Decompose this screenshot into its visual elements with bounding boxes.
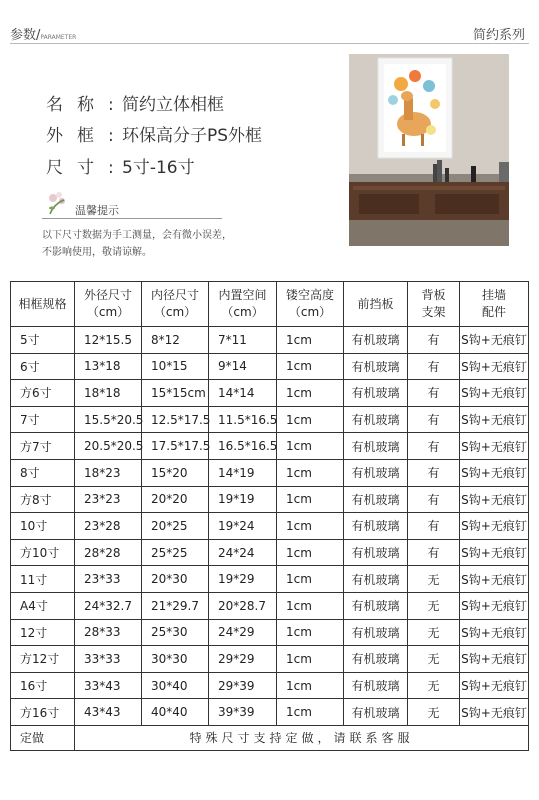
table-cell: 无 — [408, 699, 460, 726]
table-cell: 1cm — [277, 566, 344, 593]
table-cell: 19*19 — [209, 486, 277, 513]
table-cell: 有机玻璃 — [344, 433, 408, 460]
table-cell: 1cm — [277, 406, 344, 433]
table-cell: 33*43 — [75, 672, 142, 699]
table-cell: 10*15 — [142, 353, 209, 380]
table-cell: 有机玻璃 — [344, 459, 408, 486]
table-cell: 17.5*17.5 — [142, 433, 209, 460]
header-text: （cm） — [288, 305, 332, 319]
header-text: 外径尺寸 — [83, 288, 132, 302]
header-text: （cm） — [153, 305, 197, 319]
spec-size-row — [46, 153, 195, 178]
table-cell: 19*29 — [209, 566, 277, 593]
table-row — [11, 486, 529, 513]
table-cell: S钩+无痕钉 — [460, 486, 529, 513]
table-cell: S钩+无痕钉 — [460, 459, 529, 486]
table-cell: 12*15.5 — [75, 327, 142, 354]
header-title — [10, 24, 76, 43]
table-cell: 29*39 — [209, 672, 277, 699]
table-cell: S钩+无痕钉 — [460, 619, 529, 646]
table-header-cell — [344, 282, 408, 327]
flower-icon — [44, 188, 72, 216]
table-row — [11, 592, 529, 619]
spec-key: 名称 — [46, 95, 108, 115]
table-row — [11, 327, 529, 354]
header-text: 前挡板 — [357, 296, 394, 311]
header-text: 镂空高度 — [285, 288, 334, 302]
table-cell: 15.5*20.5 — [75, 406, 142, 433]
custom-order-label: 定做 — [11, 725, 75, 750]
table-cell: 无 — [408, 592, 460, 619]
table-cell: 有机玻璃 — [344, 566, 408, 593]
header-text: 配件 — [481, 305, 506, 319]
table-cell: 7寸 — [11, 406, 75, 433]
table-cell: S钩+无痕钉 — [460, 513, 529, 540]
table-cell: 8*12 — [142, 327, 209, 354]
table-cell: 23*28 — [75, 513, 142, 540]
size-spec-table — [10, 281, 529, 751]
table-cell: 方10寸 — [11, 539, 75, 566]
table-cell: 1cm — [277, 592, 344, 619]
table-cell: S钩+无痕钉 — [460, 699, 529, 726]
table-cell: 有 — [408, 433, 460, 460]
table-cell: 12寸 — [11, 619, 75, 646]
table-cell: 1cm — [277, 380, 344, 407]
table-cell: 有 — [408, 327, 460, 354]
table-cell: 1cm — [277, 699, 344, 726]
table-cell: 有 — [408, 380, 460, 407]
table-cell: 30*30 — [142, 646, 209, 673]
table-cell: 1cm — [277, 433, 344, 460]
table-cell: 有机玻璃 — [344, 380, 408, 407]
table-cell: 有 — [408, 406, 460, 433]
spec-key: 外框 — [46, 126, 108, 146]
table-cell: 无 — [408, 619, 460, 646]
table-cell: 1cm — [277, 486, 344, 513]
tips-note-line: 不影响使用，敬请谅解。 — [42, 247, 152, 258]
colon-separator: : — [108, 126, 114, 146]
table-cell: 11寸 — [11, 566, 75, 593]
table-cell: 1cm — [277, 672, 344, 699]
table-cell: 19*24 — [209, 513, 277, 540]
table-cell: 有 — [408, 353, 460, 380]
room-scene-illustration — [349, 54, 509, 246]
spec-value: 环保高分子PS外框 — [122, 126, 263, 146]
table-cell: 18*23 — [75, 459, 142, 486]
header-text: 相框规格 — [18, 296, 67, 311]
table-cell: 20*28.7 — [209, 592, 277, 619]
table-header-cell — [277, 282, 344, 327]
table-cell: 16.5*16.5 — [209, 433, 277, 460]
table-cell: S钩+无痕钉 — [460, 353, 529, 380]
header-text: 支架 — [421, 305, 446, 319]
table-cell: S钩+无痕钉 — [460, 539, 529, 566]
table-cell: 1cm — [277, 353, 344, 380]
table-cell: 14*19 — [209, 459, 277, 486]
table-cell: A4寸 — [11, 592, 75, 619]
tips-title: 温馨提示 — [75, 204, 119, 217]
table-cell: 有机玻璃 — [344, 646, 408, 673]
table-cell: 7*11 — [209, 327, 277, 354]
table-cell: 无 — [408, 646, 460, 673]
table-cell: 有 — [408, 486, 460, 513]
header-text: 背板 — [421, 288, 446, 302]
table-cell: 有 — [408, 513, 460, 540]
series-label: 简约系列 — [472, 28, 525, 43]
colon-separator: : — [108, 95, 114, 115]
table-cell: S钩+无痕钉 — [460, 380, 529, 407]
table-cell: 16寸 — [11, 672, 75, 699]
header-text: 内置空间 — [218, 288, 267, 302]
table-cell: 有机玻璃 — [344, 672, 408, 699]
table-cell: 有 — [408, 539, 460, 566]
table-header-cell — [460, 282, 529, 327]
table-header-row — [11, 282, 529, 327]
table-row — [11, 459, 529, 486]
table-cell: 23*33 — [75, 566, 142, 593]
table-header-cell — [142, 282, 209, 327]
header-text: （cm） — [86, 305, 130, 319]
table-cell: 有机玻璃 — [344, 327, 408, 354]
header-text: 挂墙 — [481, 288, 506, 302]
table-cell: S钩+无痕钉 — [460, 592, 529, 619]
table-cell: 有机玻璃 — [344, 353, 408, 380]
table-cell: 有机玻璃 — [344, 699, 408, 726]
header-text: （cm） — [221, 305, 264, 319]
table-cell: S钩+无痕钉 — [460, 433, 529, 460]
table-row — [11, 566, 529, 593]
table-cell: 33*33 — [75, 646, 142, 673]
page-header — [0, 0, 539, 44]
custom-order-note: 特殊尺寸支持定做，请联系客服 — [75, 725, 529, 750]
table-header-cell — [209, 282, 277, 327]
table-cell: 1cm — [277, 646, 344, 673]
table-cell: 24*29 — [209, 619, 277, 646]
table-cell: 有机玻璃 — [344, 539, 408, 566]
table-cell: 23*23 — [75, 486, 142, 513]
table-cell: 20*30 — [142, 566, 209, 593]
table-cell: S钩+无痕钉 — [460, 646, 529, 673]
table-cell: 39*39 — [209, 699, 277, 726]
table-header-cell — [75, 282, 142, 327]
tips-note-line: 以下尺寸数据为手工测量，会有微小误差， — [42, 230, 232, 241]
table-row — [11, 699, 529, 726]
spec-frame-row — [46, 121, 262, 146]
table-row — [11, 353, 529, 380]
tips-divider — [42, 218, 222, 219]
table-cell: S钩+无痕钉 — [460, 327, 529, 354]
table-cell: 24*24 — [209, 539, 277, 566]
header-text: 内径尺寸 — [150, 288, 199, 302]
table-row — [11, 433, 529, 460]
table-cell: 8寸 — [11, 459, 75, 486]
table-cell: 20.5*20.5 — [75, 433, 142, 460]
table-cell: 6寸 — [11, 353, 75, 380]
header-divider — [10, 43, 529, 44]
header-title-sub: PARAMETER — [40, 34, 77, 41]
table-footer-row — [11, 725, 529, 750]
table-cell: 有机玻璃 — [344, 592, 408, 619]
table-cell: 1cm — [277, 539, 344, 566]
spec-key: 尺寸 — [46, 158, 108, 178]
table-cell: 15*15cm — [142, 380, 209, 407]
table-cell: 40*40 — [142, 699, 209, 726]
table-cell: 10寸 — [11, 513, 75, 540]
table-cell: 方16寸 — [11, 699, 75, 726]
table-cell: 20*25 — [142, 513, 209, 540]
table-cell: 方6寸 — [11, 380, 75, 407]
table-cell: 方12寸 — [11, 646, 75, 673]
table-cell: 13*18 — [75, 353, 142, 380]
table-cell: 有机玻璃 — [344, 513, 408, 540]
table-cell: 25*30 — [142, 619, 209, 646]
table-cell: 21*29.7 — [142, 592, 209, 619]
table-cell: 5寸 — [11, 327, 75, 354]
table-cell: 11.5*16.5 — [209, 406, 277, 433]
table-cell: 方8寸 — [11, 486, 75, 513]
spec-value: 5寸-16寸 — [122, 158, 195, 178]
table-header-cell — [408, 282, 460, 327]
table-cell: S钩+无痕钉 — [460, 566, 529, 593]
table-row — [11, 380, 529, 407]
spec-value: 简约立体相框 — [122, 95, 224, 115]
table-cell: 有机玻璃 — [344, 619, 408, 646]
table-cell: 15*20 — [142, 459, 209, 486]
table-row — [11, 619, 529, 646]
table-row — [11, 406, 529, 433]
header-title-main: 参数/ — [10, 28, 41, 43]
product-photo — [349, 54, 509, 246]
table-cell: 1cm — [277, 459, 344, 486]
table-row — [11, 646, 529, 673]
table-cell: 12.5*17.5 — [142, 406, 209, 433]
table-cell: 30*40 — [142, 672, 209, 699]
table-cell: 28*33 — [75, 619, 142, 646]
table-cell: 1cm — [277, 513, 344, 540]
table-cell: 方7寸 — [11, 433, 75, 460]
table-cell: 有机玻璃 — [344, 486, 408, 513]
table-cell: 无 — [408, 672, 460, 699]
table-cell: 29*29 — [209, 646, 277, 673]
table-cell: 14*14 — [209, 380, 277, 407]
table-cell: 无 — [408, 566, 460, 593]
table-cell: 1cm — [277, 327, 344, 354]
table-cell: 20*20 — [142, 486, 209, 513]
colon-separator: : — [108, 158, 114, 178]
table-cell: 有机玻璃 — [344, 406, 408, 433]
table-cell: 43*43 — [75, 699, 142, 726]
table-cell: S钩+无痕钉 — [460, 672, 529, 699]
table-row — [11, 539, 529, 566]
table-cell: 25*25 — [142, 539, 209, 566]
table-cell: 9*14 — [209, 353, 277, 380]
table-cell: 18*18 — [75, 380, 142, 407]
table-cell: 28*28 — [75, 539, 142, 566]
table-cell: 有 — [408, 459, 460, 486]
table-header-cell — [11, 282, 75, 327]
table-cell: 24*32.7 — [75, 592, 142, 619]
spec-name-row — [46, 90, 224, 115]
table-row — [11, 513, 529, 540]
table-cell: 1cm — [277, 619, 344, 646]
table-cell: S钩+无痕钉 — [460, 406, 529, 433]
table-row — [11, 672, 529, 699]
